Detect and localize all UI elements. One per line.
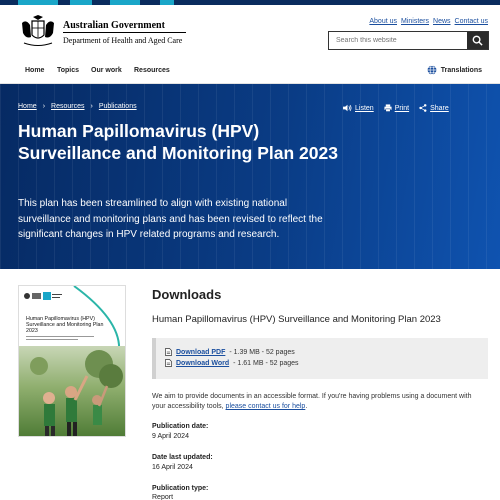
downloads-heading: Downloads (152, 287, 222, 302)
government-logo[interactable] (18, 15, 188, 51)
accessibility-end: . (305, 403, 308, 410)
accessibility-note (152, 392, 482, 412)
site-header (0, 5, 500, 58)
breadcrumb-resources[interactable]: Resources (51, 103, 85, 110)
nav-home[interactable]: Home (25, 67, 45, 74)
page-summary: This plan has been streamlined to align with existing national surveillance and monitoring plans and has been revised to reflect the significant changes in HPV related programs and research. (18, 198, 323, 240)
nav-our-work[interactable]: Our work (91, 67, 122, 74)
chevron-right-icon: › (90, 103, 93, 110)
translations-button[interactable] (427, 65, 482, 75)
breadcrumb-home[interactable]: Home (18, 103, 37, 110)
pdf-file-info: - 1.39 MB - 52 pages (229, 348, 295, 356)
publication-date-value: 9 April 2024 (152, 433, 189, 440)
download-word-link[interactable]: Download Word (176, 359, 230, 367)
nav-topics[interactable]: Topics (57, 67, 80, 74)
translations-label: Translations (440, 66, 482, 74)
cover-subtext (26, 336, 96, 342)
main-content (0, 269, 500, 500)
print-button[interactable] (384, 104, 409, 112)
publication-type-value: Report (152, 494, 174, 500)
download-pdf-row (165, 348, 295, 356)
chevron-right-icon: › (42, 103, 46, 110)
main-nav (0, 58, 500, 84)
download-word-row (165, 359, 299, 367)
publication-type-label: Publication type: (152, 485, 209, 492)
word-file-info: - 1.61 MB - 52 pages (233, 359, 299, 367)
download-pdf-link[interactable]: Download PDF (176, 348, 226, 356)
document-icon (165, 359, 172, 367)
print-label: Print (394, 104, 410, 112)
search-icon (472, 35, 483, 46)
search-input[interactable] (329, 32, 467, 49)
download-box (152, 338, 488, 379)
contact-us-link[interactable]: Contact us (454, 18, 488, 25)
ministers-link[interactable]: Ministers (401, 18, 430, 25)
accessibility-text: We aim to provide documents in an accessible format. If you're having problems using a document with your accessibility tools, (152, 393, 472, 410)
contact-help-link[interactable]: please contact us for help (225, 403, 306, 410)
share-button[interactable] (419, 104, 449, 112)
last-updated-value: 16 April 2024 (152, 464, 193, 471)
news-link[interactable]: News (433, 18, 451, 25)
breadcrumb (18, 103, 137, 110)
publication-cover-image (18, 285, 126, 437)
nav-resources[interactable]: Resources (134, 67, 170, 74)
printer-icon (384, 104, 392, 112)
cover-title: Human Papillomavirus (HPV) Surveillance and Monitoring Plan 2023 (26, 316, 104, 334)
about-us-link[interactable]: About us (369, 18, 397, 25)
document-icon (165, 348, 172, 356)
site-search (328, 31, 489, 50)
utility-links (369, 18, 488, 25)
department-name: Department of Health and Aged Care (63, 32, 186, 45)
globe-icon (427, 65, 437, 75)
page-tools (343, 104, 449, 112)
hero-banner (0, 84, 500, 269)
children-playing-illustration (19, 346, 126, 437)
share-icon (419, 104, 427, 112)
coat-of-arms-icon (18, 15, 58, 49)
share-label: Share (430, 104, 449, 112)
listen-label: Listen (355, 104, 374, 112)
cover-photo (19, 346, 126, 437)
speaker-icon (343, 104, 352, 112)
publication-date-label: Publication date: (152, 423, 209, 430)
page-title: Human Papillomavirus (HPV) Surveillance and Monitoring Plan 2023 (18, 121, 338, 163)
breadcrumb-publications[interactable]: Publications (98, 103, 137, 110)
government-name: Australian Government (63, 20, 165, 31)
document-title: Human Papillomavirus (HPV) Surveillance and Monitoring Plan 2023 (152, 314, 441, 325)
listen-button[interactable] (343, 104, 374, 112)
search-button[interactable] (467, 32, 488, 49)
last-updated-label: Date last updated: (152, 454, 213, 461)
